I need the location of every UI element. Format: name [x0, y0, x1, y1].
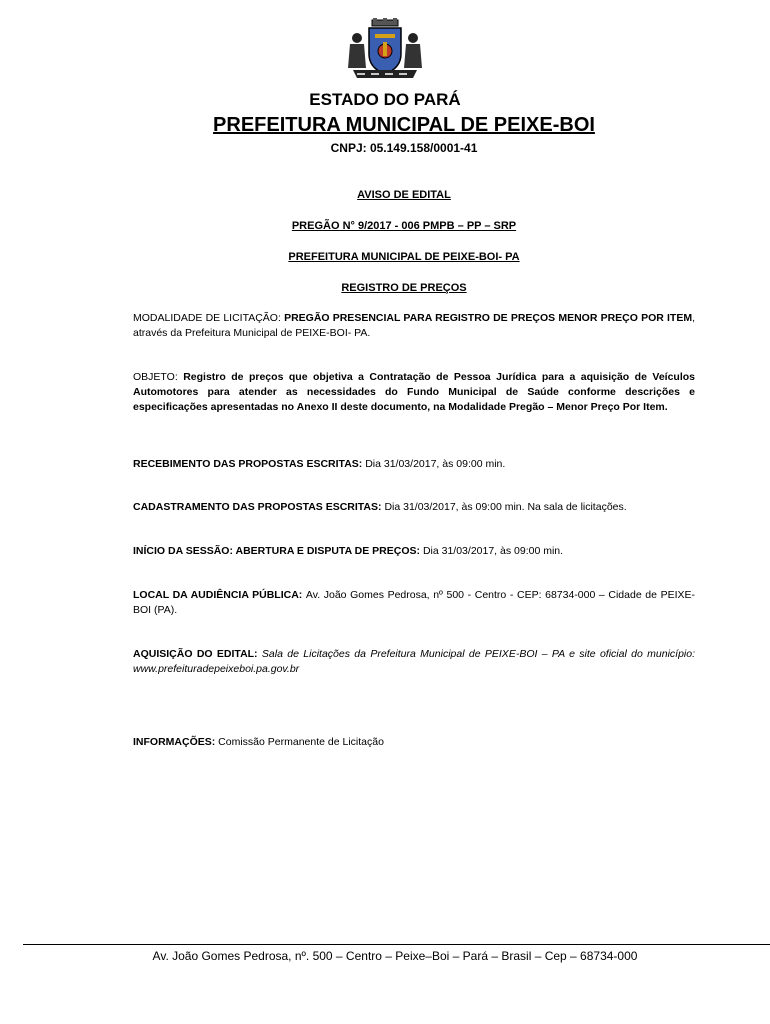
inicio-paragraph	[133, 544, 695, 559]
municipal-coat-of-arms	[345, 18, 425, 84]
footer-divider	[23, 944, 770, 945]
prefecture-title: PREFEITURA MUNICIPAL DE PEIXE-BOI	[213, 114, 595, 136]
cnpj-line: CNPJ: 05.149.158/0001-41	[330, 141, 478, 155]
prefecture-pa-title: PREFEITURA MUNICIPAL DE PEIXE-BOI- PA	[288, 251, 520, 263]
recebimento-label: RECEBIMENTO DAS PROPOSTAS ESCRITAS:	[133, 458, 366, 470]
registry-title: REGISTRO DE PREÇOS	[341, 282, 467, 294]
modalidade-value: PREGÃO PRESENCIAL PARA REGISTRO DE PREÇOS MENOR PREÇO POR ITEM	[284, 312, 693, 324]
modalidade-rest: , através da Prefeitura Municipal de PEIXE-BOI- PA.	[133, 312, 695, 339]
cadastramento-label: CADASTRAMENTO DAS PROPOSTAS ESCRITAS:	[133, 501, 385, 513]
local-value: Av. João Gomes Pedrosa, nº 500 - Centro - CEP: 68734-000 – Cidade de PEIXE-BOI (PA).	[133, 589, 695, 616]
modalidade-label: MODALIDADE DE LICITAÇÃO:	[133, 312, 285, 324]
local-label: LOCAL DA AUDIÊNCIA PÚBLICA:	[133, 589, 306, 601]
recebimento-paragraph	[133, 457, 695, 472]
cadastramento-value: Dia 31/03/2017, às 09:00 min. Na sala de licitações.	[384, 501, 627, 513]
aquisicao-paragraph	[133, 647, 695, 677]
inicio-value: Dia 31/03/2017, às 09:00 min.	[422, 545, 564, 557]
objeto-paragraph	[133, 370, 695, 415]
cadastramento-paragraph	[133, 500, 695, 515]
informacoes-paragraph	[133, 735, 695, 750]
local-paragraph	[133, 588, 695, 618]
footer-address: Av. João Gomes Pedrosa, nº. 500 – Centro – Peixe–Boi – Pará – Brasil – Cep – 68734-000	[152, 949, 638, 963]
aquisicao-label: AQUISIÇÃO DO EDITAL:	[133, 648, 262, 660]
recebimento-value: Dia 31/03/2017, às 09:00 min.	[365, 458, 506, 470]
aquisicao-value: Sala de Licitações da Prefeitura Municipal de PEIXE-BOI – PA e site oficial do município: www.prefeituradepeixeboi.pa.gov.br	[133, 648, 695, 675]
objeto-label: OBJETO:	[133, 371, 184, 383]
informacoes-label: INFORMAÇÕES:	[133, 736, 219, 748]
objeto-value: Registro de preços que objetiva a Contratação de Pessoa Jurídica para a aquisição de Veículos Automotores para atender as necessidades do Fundo Municipal de Saúde conforme descrições e especificações apresentadas no Anexo II deste documento, na Modalidade Pregão – Menor Preço Por Item.	[133, 371, 696, 413]
inicio-label: INÍCIO DA SESSÃO: ABERTURA E DISPUTA DE PREÇOS:	[133, 545, 423, 557]
modalidade-paragraph	[133, 311, 695, 341]
state-heading: ESTADO DO PARÁ	[309, 90, 461, 109]
informacoes-value: Comissão Permanente de Licitação	[218, 736, 384, 748]
pregao-number: PREGÃO N° 9/2017 - 006 PMPB – PP – SRP	[291, 220, 517, 232]
notice-title: AVISO DE EDITAL	[357, 189, 451, 201]
